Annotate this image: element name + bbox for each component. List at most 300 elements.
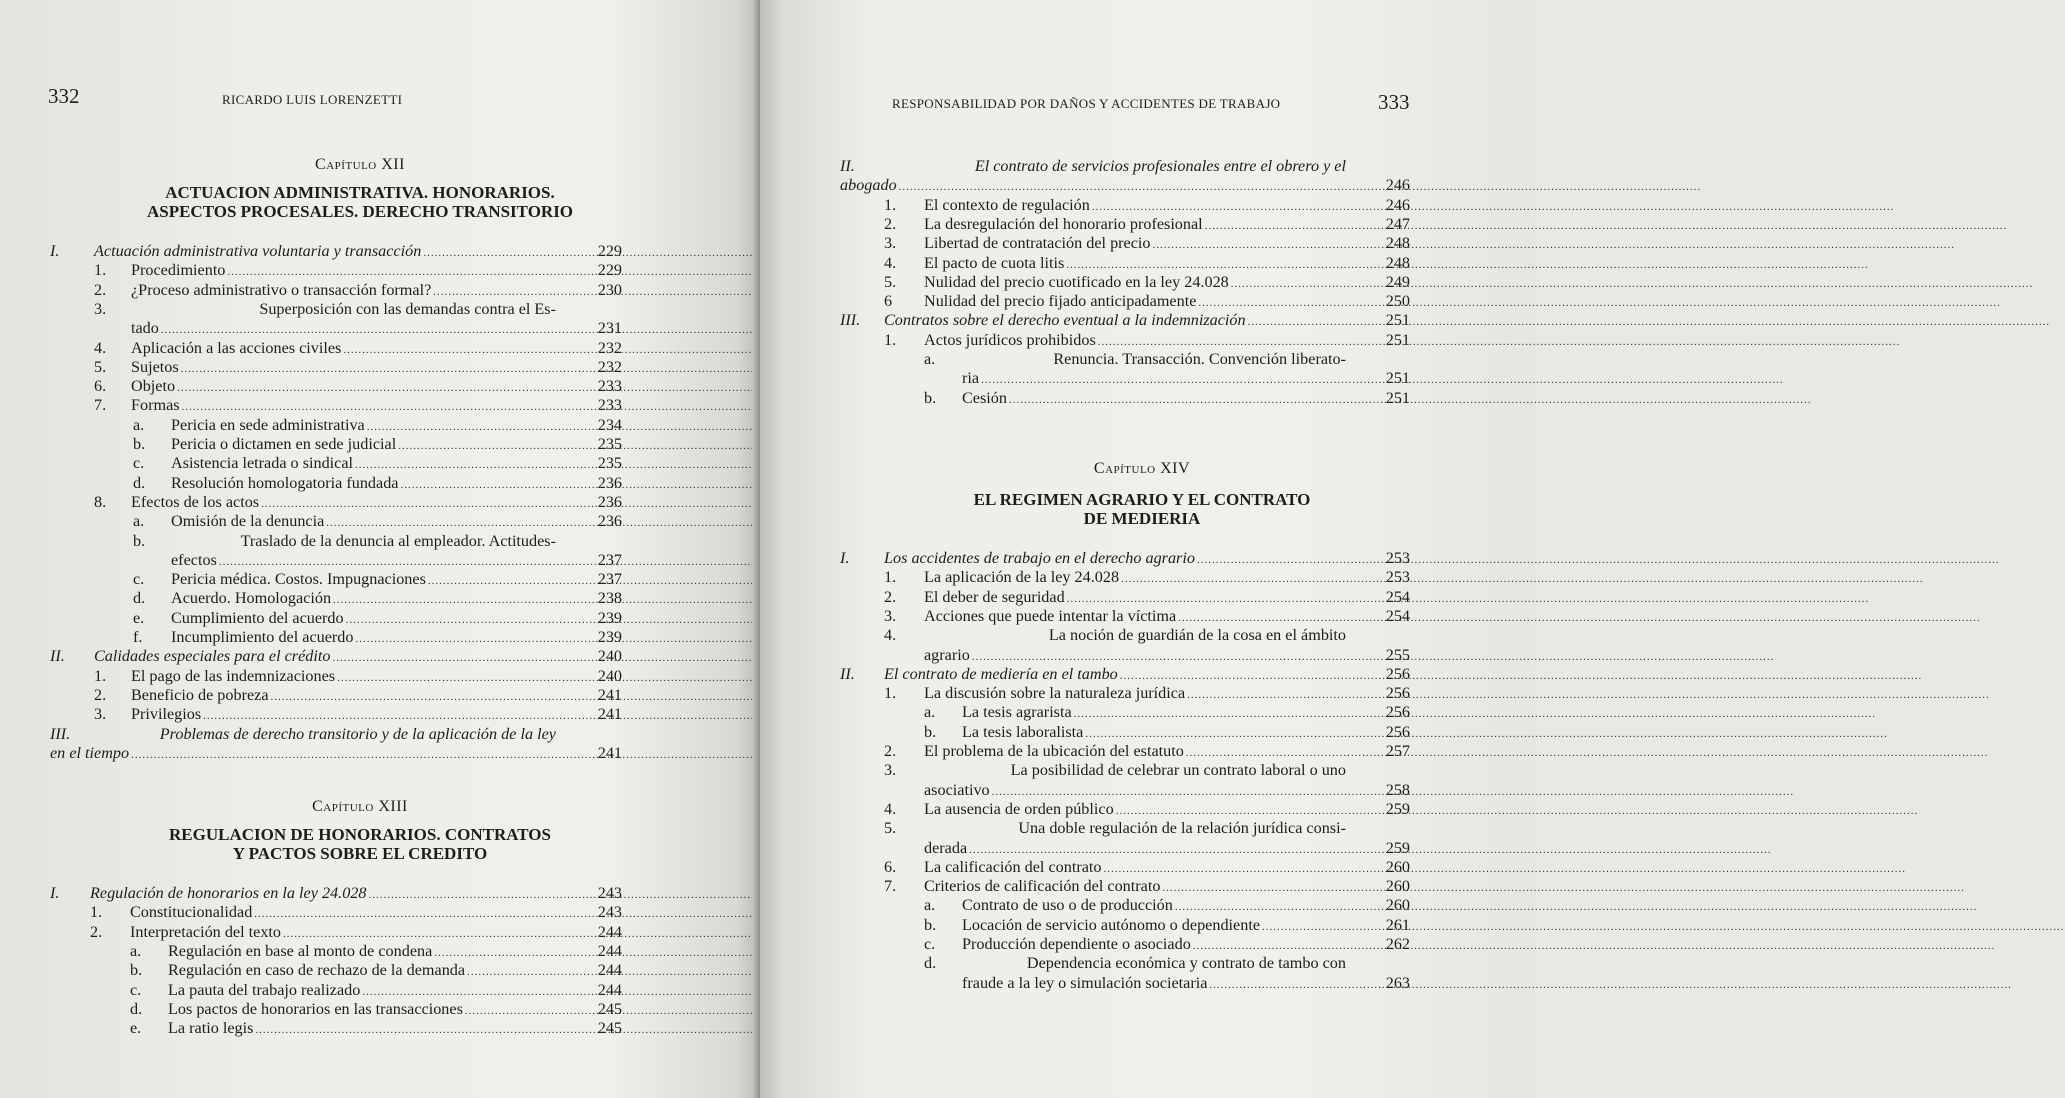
toc-entry-number: 3. — [884, 761, 897, 780]
toc-page-number: 250 — [1385, 292, 1410, 311]
toc-entry — [924, 350, 1346, 369]
toc-leader-dots — [1205, 214, 2008, 236]
chapter-14-title: EL REGIMEN AGRARIO Y EL CONTRATO DE MEDIERIA — [973, 490, 1311, 528]
toc-entry-number: 6. — [884, 857, 897, 876]
toc-page-number: 260 — [1385, 896, 1410, 915]
toc-entry-title: Traslado de la denuncia al empleador. Actitudes- — [240, 531, 556, 550]
toc-entry — [884, 858, 1346, 877]
toc-entry — [884, 607, 1346, 626]
toc-entry — [884, 254, 1346, 273]
toc-entry-number: d. — [133, 473, 146, 492]
running-head-left: RICARDO LUIS LORENZETTI — [222, 92, 403, 107]
toc-entry — [171, 551, 556, 570]
toc-leader-dots — [1120, 664, 1923, 686]
toc-entry-title: Acciones que puede intentar la víctima — [924, 606, 1177, 625]
toc-leader-dots — [1066, 253, 1869, 275]
toc-page-number: 239 — [597, 608, 622, 627]
toc-page-number: 253 — [1385, 549, 1410, 567]
toc-leader-dots — [1178, 606, 1981, 628]
toc-leader-dots — [1231, 272, 2034, 294]
toc-page-number: 248 — [1385, 253, 1410, 272]
toc-entry-number: b. — [133, 531, 146, 550]
toc-entry-title: agrario — [924, 645, 970, 664]
toc-entry-number: 5. — [94, 357, 107, 376]
toc-entry-number: a. — [133, 512, 145, 531]
toc-leader-dots — [972, 645, 1775, 667]
toc-page-number: 255 — [1385, 645, 1410, 664]
toc-entry-number: 3. — [884, 234, 897, 253]
toc-leader-dots — [899, 178, 1702, 197]
toc-entry-title: Pericia o dictamen en sede judicial — [171, 435, 397, 453]
toc-entry-number: 1. — [884, 568, 897, 587]
toc-entry-number: II. — [50, 647, 65, 666]
toc-entry-title: Superposición con las demandas contra el Es- — [259, 299, 556, 318]
toc-entry-title: Sujetos — [131, 357, 179, 376]
toc-entry-title: Nulidad del precio fijado anticipadamente — [924, 292, 1197, 311]
toc-entry-number: d. — [924, 954, 937, 973]
toc-entry-number: II. — [840, 664, 855, 683]
toc-entry-title: La pauta del trabajo realizado — [168, 980, 361, 999]
toc-entry — [133, 609, 556, 628]
toc-entry — [884, 800, 1346, 819]
toc-entry-title: Actuación administrativa voluntaria y transacción — [94, 242, 422, 260]
chapter-13-title: REGULACION DE HONORARIOS. CONTRATOS Y PACTOS SOBRE EL CREDITO — [169, 825, 551, 863]
chapter-12-label: Capítulo XII — [315, 156, 405, 173]
toc-page-number: 259 — [1385, 838, 1410, 857]
toc-page-number: 256 — [1385, 664, 1410, 683]
toc-entry-number: 3. — [94, 705, 107, 724]
toc-leader-dots — [1186, 744, 1989, 763]
toc-page-number: 254 — [1385, 587, 1410, 606]
toc-page-number: 245 — [597, 1019, 622, 1038]
toc-entry-number: 4. — [94, 338, 107, 357]
toc-entry-number: 8. — [94, 492, 107, 511]
toc-entry-title: Regulación en base al monto de condena — [168, 941, 433, 960]
toc-page-number: 240 — [597, 647, 622, 666]
toc-entry — [840, 549, 1346, 568]
toc-entry-number: e. — [130, 1019, 142, 1038]
toc-page-number: 243 — [597, 903, 622, 922]
toc-entry — [962, 369, 1346, 388]
toc-page-number: 236 — [597, 492, 622, 511]
toc-entry-title: Formas — [131, 396, 180, 415]
toc-entry-number: 2. — [884, 214, 897, 233]
toc-entry — [94, 396, 556, 415]
toc-leader-dots — [1085, 722, 1888, 744]
toc-entry — [133, 532, 556, 551]
toc-entry-title: Incumplimiento del acuerdo — [171, 628, 354, 646]
toc-page-number: 236 — [597, 512, 622, 531]
toc-entry-title: El problema de la ubicación del estatuto — [924, 742, 1184, 760]
toc-entry-title: Acuerdo. Homologación — [171, 589, 332, 608]
toc-entry-number: I. — [50, 884, 60, 902]
toc-page-number: 249 — [1385, 272, 1410, 291]
toc-page-number: 229 — [597, 261, 622, 280]
toc-entry — [94, 281, 556, 300]
toc-page-number: 235 — [597, 435, 622, 453]
toc-entry-title: Una doble regulación de la relación jurídica consi- — [1018, 819, 1346, 838]
toc-entry — [924, 723, 1346, 742]
toc-entry-number: a. — [133, 415, 145, 434]
toc-entry-title: Aplicación a las acciones civiles — [131, 338, 342, 357]
toc-entry — [50, 242, 556, 261]
toc-entry-title: fraude a la ley o simulación societaria — [962, 973, 1208, 992]
toc-page-number: 245 — [597, 999, 622, 1018]
toc-entry — [884, 684, 1346, 703]
toc-entry — [840, 665, 1346, 684]
toc-entry — [90, 923, 556, 942]
toc-leader-dots — [1098, 330, 1901, 352]
toc-page-number: 232 — [597, 338, 622, 357]
toc-page-number: 232 — [597, 357, 622, 376]
toc-entry-title: efectos — [171, 550, 217, 569]
toc-entry — [90, 903, 556, 922]
toc-page-number: 256 — [1385, 684, 1410, 703]
running-head-right: RESPONSABILIDAD POR DAÑOS Y ACCIDENTES DE TRABAJO — [892, 96, 1281, 111]
toc-entry-number: III. — [50, 724, 71, 743]
toc-entry — [884, 819, 1346, 838]
toc-page-number: 241 — [597, 685, 622, 704]
toc-page-number: 261 — [1385, 915, 1410, 934]
toc-page-number: 248 — [1385, 234, 1410, 253]
toc-page-number: 240 — [597, 666, 622, 685]
toc-page-number: 258 — [1385, 780, 1410, 799]
toc-entry-number: b. — [130, 961, 143, 980]
toc-entry-title: en el tiempo — [50, 743, 130, 762]
toc-page-number: 238 — [597, 589, 622, 608]
toc-entry — [924, 389, 1346, 408]
chapter-12-title: ACTUACION ADMINISTRATIVA. HONORARIOS. ASPECTOS PROCESALES. DERECHO TRANSITORIO — [146, 183, 574, 221]
toc-leader-dots — [969, 838, 1772, 860]
toc-page-number: 262 — [1385, 935, 1410, 953]
toc-entry — [884, 292, 1346, 311]
toc-entry — [94, 358, 556, 377]
toc-entry — [50, 725, 556, 744]
toc-page-number: 236 — [597, 473, 622, 492]
toc-leader-dots — [1009, 388, 1812, 410]
toc-entry-title: Contrato de uso o de producción — [962, 896, 1173, 915]
toc-entry — [884, 877, 1346, 896]
toc-entry — [94, 339, 556, 358]
toc-entry-number: f. — [133, 628, 143, 646]
chapter-14-label: Capítulo XIV — [1093, 460, 1191, 477]
toc-entry — [130, 1000, 556, 1019]
toc-entry-number: I. — [50, 242, 60, 260]
toc-page-number: 244 — [597, 922, 622, 941]
toc-page-number: 237 — [597, 570, 622, 589]
toc-entry-number: 2. — [94, 685, 107, 704]
toc-leader-dots — [1121, 570, 1924, 589]
toc-entry — [924, 839, 1346, 858]
toc-leader-dots — [1248, 313, 2051, 332]
toc-entry — [133, 435, 556, 454]
toc-entry-number: c. — [130, 980, 142, 999]
toc-entry-title: Pericia en sede administrativa — [171, 415, 365, 434]
toc-entry-number: III. — [840, 311, 861, 330]
toc-entry-title: Objeto — [131, 377, 176, 396]
toc-entry — [130, 981, 556, 1000]
toc-page-number: 244 — [597, 980, 622, 999]
toc-entry-title: Efectos de los actos — [131, 492, 260, 511]
toc-entry-title: Asistencia letrada o sindical — [171, 454, 354, 473]
toc-entry-title: Criterios de calificación del contrato — [924, 877, 1161, 896]
toc-page-number: 256 — [1385, 722, 1410, 741]
toc-entry-title: El contrato de servicios profesionales entre el obrero y el — [974, 157, 1346, 175]
toc-page-number: 243 — [597, 884, 622, 902]
toc-entry-number: 4. — [884, 626, 897, 645]
toc-entry — [924, 954, 1346, 973]
toc-entry-number: II. — [840, 157, 855, 175]
toc-entry-number: 7. — [884, 877, 897, 896]
toc-entry-title: Nulidad del precio cuotificado en la ley 24.028 — [924, 272, 1229, 291]
toc-leader-dots — [992, 780, 1795, 802]
toc-entry-number: a. — [130, 941, 142, 960]
toc-entry — [884, 568, 1346, 587]
toc-page-number: 239 — [597, 628, 622, 646]
toc-entry-title: Renuncia. Transacción. Convención liberato- — [1053, 350, 1346, 368]
toc-entry-number: 1. — [94, 666, 107, 685]
toc-page-number: 246 — [1385, 195, 1410, 214]
toc-leader-dots — [1187, 686, 1990, 705]
toc-entry-title: La calificación del contrato — [924, 857, 1102, 876]
toc-entry-number: 1. — [884, 330, 897, 349]
toc-page-number: 233 — [597, 396, 622, 415]
toc-entry-title: La tesis agrarista — [962, 703, 1072, 722]
toc-entry — [133, 512, 556, 531]
toc-entry — [133, 474, 556, 493]
toc-entry-number: a. — [924, 703, 936, 722]
page-number-right: 333 — [1378, 90, 1410, 114]
toc-page-number: 229 — [597, 242, 622, 260]
toc-entry-number: b. — [924, 388, 937, 407]
toc-page-number: 260 — [1385, 857, 1410, 876]
toc-entry-number: d. — [130, 999, 143, 1018]
toc-entry — [924, 646, 1346, 665]
toc-page-number: 254 — [1385, 606, 1410, 625]
toc-entry-title: Privilegios — [131, 705, 202, 724]
toc-entry-number: 1. — [90, 903, 103, 922]
toc-entry-number: c. — [133, 570, 145, 589]
toc-entry-number: 3. — [884, 606, 897, 625]
toc-page-number: 246 — [1385, 176, 1410, 195]
toc-entry — [884, 742, 1346, 761]
toc-entry-number: a. — [924, 350, 936, 368]
right-page — [760, 0, 1536, 1098]
toc-entry-title: La aplicación de la ley 24.028 — [924, 568, 1120, 587]
toc-entry — [130, 942, 556, 961]
toc-entry-number: 2. — [884, 742, 897, 760]
toc-entry-number: c. — [924, 935, 936, 953]
toc-page-number: 235 — [597, 454, 622, 473]
toc-entry-title: tado — [131, 319, 159, 338]
toc-entry — [133, 416, 556, 435]
toc-entry-number: 2. — [90, 922, 103, 941]
toc-leader-dots — [1067, 587, 1870, 609]
toc-page-number: 260 — [1385, 877, 1410, 896]
toc-leader-dots — [1198, 294, 2001, 313]
toc-entry — [50, 744, 556, 763]
toc-entry-title: Cesión — [962, 388, 1007, 407]
toc-entry-number: b. — [924, 915, 937, 934]
toc-entry-number: 6. — [94, 377, 107, 396]
toc-entry-title: Contratos sobre el derecho eventual a la indemnización — [884, 311, 1246, 330]
toc-entry-title: La ausencia de orden público — [924, 799, 1114, 818]
toc-entry-title: El pago de las indemnizaciones — [131, 666, 336, 685]
toc-entry-title: Regulación en caso de rechazo de la demanda — [168, 961, 466, 980]
toc-entry-title: Locación de servicio autónomo o dependiente — [962, 915, 1261, 934]
toc-leader-dots — [1153, 236, 1956, 255]
toc-entry-title: El pacto de cuota litis — [924, 253, 1065, 272]
toc-entry-number: b. — [924, 722, 937, 741]
toc-entry-title: Omisión de la denuncia — [171, 512, 325, 531]
toc-entry — [884, 588, 1346, 607]
toc-page-number: 256 — [1385, 703, 1410, 722]
toc-entry-title: La tesis laboralista — [962, 722, 1084, 741]
toc-entry-title: Los pactos de honorarios en las transacciones — [168, 999, 463, 1018]
toc-entry-title: asociativo — [924, 780, 990, 799]
toc-entry-number: 2. — [94, 280, 107, 299]
toc-entry — [94, 261, 556, 280]
toc-entry-title: Actos jurídicos prohibidos — [924, 330, 1096, 349]
toc-leader-dots — [1162, 879, 1965, 898]
toc-page-number: 231 — [597, 319, 622, 338]
toc-entry-number: 7. — [94, 396, 107, 415]
toc-page-number: 234 — [597, 415, 622, 434]
toc-leader-dots — [981, 371, 1784, 390]
toc-entry-title: Pericia médica. Costos. Impugnaciones — [171, 570, 426, 589]
toc-page-number: 251 — [1385, 388, 1410, 407]
toc-leader-dots — [1193, 937, 1996, 956]
toc-entry-number: b. — [133, 435, 146, 453]
toc-entry-title: Regulación de honorarios en la ley 24.028 — [90, 884, 367, 902]
toc-entry — [94, 686, 556, 705]
toc-entry — [884, 331, 1346, 350]
toc-page-number: 244 — [597, 941, 622, 960]
toc-page-number: 251 — [1385, 330, 1410, 349]
toc-entry — [130, 1019, 556, 1038]
toc-page-number: 233 — [597, 377, 622, 396]
toc-entry-title: ¿Proceso administrativo o transacción formal? — [131, 280, 432, 299]
toc-entry-title: Los accidentes de trabajo en el derecho agrario — [884, 549, 1195, 567]
toc-entry-number: 1. — [884, 684, 897, 703]
toc-entry-title: Constitucionalidad — [130, 903, 253, 922]
toc-entry-title: La discusión sobre la naturaleza jurídica — [924, 684, 1186, 703]
toc-entry — [50, 884, 556, 903]
toc-entry-title: El contrato de mediería en el tambo — [884, 664, 1118, 683]
toc-entry — [840, 176, 1346, 195]
toc-entry — [840, 157, 1346, 176]
toc-entry — [94, 705, 556, 724]
toc-page-number: 247 — [1385, 214, 1410, 233]
toc-entry-number: 1. — [884, 195, 897, 214]
toc-entry-title: Cumplimiento del acuerdo — [171, 608, 344, 627]
toc-entry — [884, 196, 1346, 215]
toc-leader-dots — [1175, 898, 1978, 917]
toc-page-number: 251 — [1385, 369, 1410, 388]
toc-entry — [133, 454, 556, 473]
toc-entry-title: La desregulación del honorario profesional — [924, 214, 1203, 233]
toc-entry — [130, 961, 556, 980]
toc-entry-title: Problemas de derecho transitorio y de la aplicación de la ley — [159, 724, 556, 743]
toc-page-number: 253 — [1385, 568, 1410, 587]
toc-entry-title: abogado — [840, 176, 897, 195]
toc-leader-dots — [1074, 705, 1877, 724]
toc-leader-dots — [1262, 915, 2065, 937]
toc-entry-title: El contexto de regulación — [924, 195, 1090, 214]
toc-entry — [962, 974, 1346, 993]
toc-page-number: 259 — [1385, 799, 1410, 818]
toc-page-number: 241 — [597, 743, 622, 762]
toc-entry-number: I. — [840, 549, 850, 567]
toc-leader-dots — [1104, 857, 1907, 879]
toc-page-number: 257 — [1385, 742, 1410, 760]
toc-entry-title: Producción dependiente o asociado — [962, 935, 1191, 953]
toc-entry — [884, 273, 1346, 292]
left-page — [0, 0, 760, 1098]
toc-page-number: 244 — [597, 961, 622, 980]
toc-page-number: 230 — [597, 280, 622, 299]
toc-entry-title: La ratio legis — [168, 1019, 254, 1038]
toc-entry-title: La noción de guardián de la cosa en el ámbito — [1048, 626, 1346, 645]
toc-leader-dots — [1116, 799, 1919, 821]
page-number-left: 332 — [48, 84, 80, 108]
chapter-13-label: Capítulo XIII — [312, 798, 408, 815]
toc-entry — [133, 628, 556, 647]
toc-entry — [131, 319, 556, 338]
toc-page-number: 263 — [1385, 973, 1410, 992]
toc-entry-title: Interpretación del texto — [130, 922, 282, 941]
toc-entry-number: 3. — [94, 299, 107, 318]
toc-entry — [50, 647, 556, 666]
toc-entry-number: e. — [133, 608, 145, 627]
toc-entry-title: Calidades especiales para el crédito — [94, 647, 331, 666]
toc-entry-number: 2. — [884, 587, 897, 606]
toc-entry — [884, 215, 1346, 234]
toc-entry — [924, 896, 1346, 915]
toc-entry — [133, 570, 556, 589]
toc-entry-number: d. — [133, 589, 146, 608]
toc-entry — [884, 626, 1346, 645]
toc-entry-number: 4. — [884, 253, 897, 272]
toc-entry — [924, 781, 1346, 800]
toc-leader-dots — [1209, 973, 2012, 995]
toc-entry — [924, 916, 1346, 935]
toc-entry-title: El deber de seguridad — [924, 587, 1065, 606]
toc-entry-title: derada — [924, 838, 968, 857]
toc-entry — [94, 493, 556, 512]
toc-entry-title: Beneficio de pobreza — [131, 685, 269, 704]
toc-entry — [94, 300, 556, 319]
toc-entry — [884, 234, 1346, 253]
toc-entry-number: 5. — [884, 819, 897, 838]
toc-entry — [94, 667, 556, 686]
toc-entry-number: 6 — [884, 292, 893, 311]
toc-entry-number: 4. — [884, 799, 897, 818]
toc-entry — [94, 377, 556, 396]
toc-entry-title: Dependencia económica y contrato de tambo con — [1026, 954, 1346, 973]
toc-entry — [133, 589, 556, 608]
toc-entry-title: Procedimiento — [131, 261, 226, 280]
toc-entry-title: Resolución homologatoria fundada — [171, 473, 399, 492]
toc-page-number: 237 — [597, 550, 622, 569]
toc-entry-number: c. — [133, 454, 145, 473]
toc-entry — [840, 311, 1346, 330]
toc-page-number: 251 — [1385, 311, 1410, 330]
toc-leader-dots — [1092, 195, 1895, 217]
toc-page-number: 241 — [597, 705, 622, 724]
toc-entry — [884, 761, 1346, 780]
toc-entry — [924, 935, 1346, 954]
